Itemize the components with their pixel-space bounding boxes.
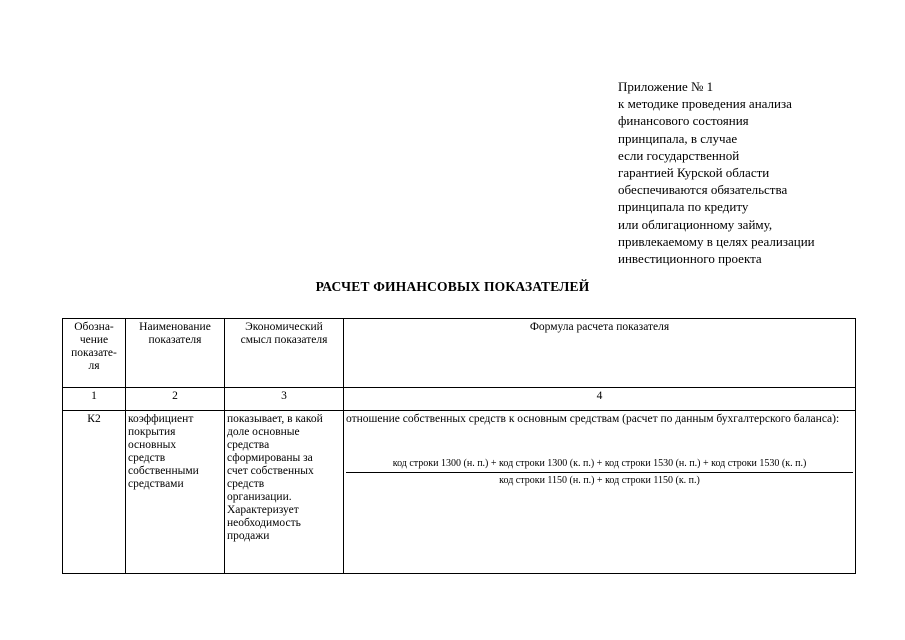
name-line: основных <box>128 439 177 451</box>
meaning-line: продажи <box>227 530 270 542</box>
header-text: показате- <box>71 347 117 359</box>
appendix-line: или облигационному займу, <box>618 216 773 232</box>
appendix-line: если государственной <box>618 147 740 163</box>
document-title: РАСЧЕТ ФИНАНСОВЫХ ПОКАЗАТЕЛЕЙ <box>315 279 590 294</box>
header-text: Наименование <box>139 321 211 333</box>
meaning-line: Характеризует <box>227 504 299 516</box>
header-text: Формула расчета показателя <box>529 321 670 333</box>
meaning-line: показывает, в какой <box>227 413 323 425</box>
meaning-line: средства <box>227 439 270 451</box>
appendix-line: финансового состояния <box>618 113 749 129</box>
name-line: коэффициент <box>128 413 194 425</box>
appendix-line: обеспечиваются обязательства <box>618 182 788 198</box>
appendix-line: Приложение № 1 <box>618 79 714 94</box>
meaning-line: доле основные <box>227 426 300 438</box>
column-number: 2 <box>126 388 225 411</box>
meaning-line: необходимость <box>227 517 301 529</box>
column-number: 4 <box>344 388 856 411</box>
meaning-line: счет собственных <box>227 465 314 477</box>
formula-intro: отношение собственных средств к основным средствам (расчет по данным бухгалтерского баланса): <box>346 413 840 425</box>
indicator-code: К2 <box>63 411 126 574</box>
indicator-name <box>126 411 225 574</box>
appendix-line: гарантией Курской области <box>618 165 770 181</box>
appendix-line: инвестиционного проекта <box>618 251 762 267</box>
table-row <box>63 411 856 574</box>
column-number: 3 <box>225 388 344 411</box>
formula-denominator: код строки 1150 (н. п.) + код строки 1150 (к. п.) <box>499 474 700 486</box>
meaning-line: сформированы за <box>227 452 313 464</box>
header-text: Обозна- <box>74 321 114 333</box>
table-number-row <box>63 388 856 411</box>
table-header-row <box>63 319 856 388</box>
header-text: чение <box>79 334 109 346</box>
header-name <box>126 319 225 388</box>
appendix-line: принципала, в случае <box>618 130 738 146</box>
formula-fraction <box>346 458 853 487</box>
indicator-meaning <box>225 411 344 574</box>
appendix-line: привлекаемому в целях реализации <box>618 233 815 249</box>
meaning-line: средств <box>227 478 265 490</box>
name-line: средств <box>128 452 166 464</box>
name-line: средствами <box>128 478 184 490</box>
appendix-line: принципала по кредиту <box>618 199 749 215</box>
header-text: показателя <box>148 334 202 346</box>
column-number: 1 <box>63 388 126 411</box>
formula-numerator: код строки 1300 (н. п.) + код строки 1300 (к. п.) + код строки 1530 (н. п.) + код строки 1530 (к. п.) <box>346 458 853 473</box>
indicator-formula <box>344 411 856 574</box>
header-text: Экономический <box>245 321 323 333</box>
header-meaning <box>225 319 344 388</box>
appendix-note <box>618 78 898 267</box>
name-line: покрытия <box>128 426 176 438</box>
header-formula <box>344 319 856 388</box>
appendix-line: к методике проведения анализа <box>618 96 792 112</box>
header-text: ля <box>88 360 100 372</box>
header-text: смысл показателя <box>240 334 328 346</box>
header-designation <box>63 319 126 388</box>
indicators-table <box>62 318 856 574</box>
meaning-line: организации. <box>227 491 292 503</box>
name-line: собственными <box>128 465 199 477</box>
